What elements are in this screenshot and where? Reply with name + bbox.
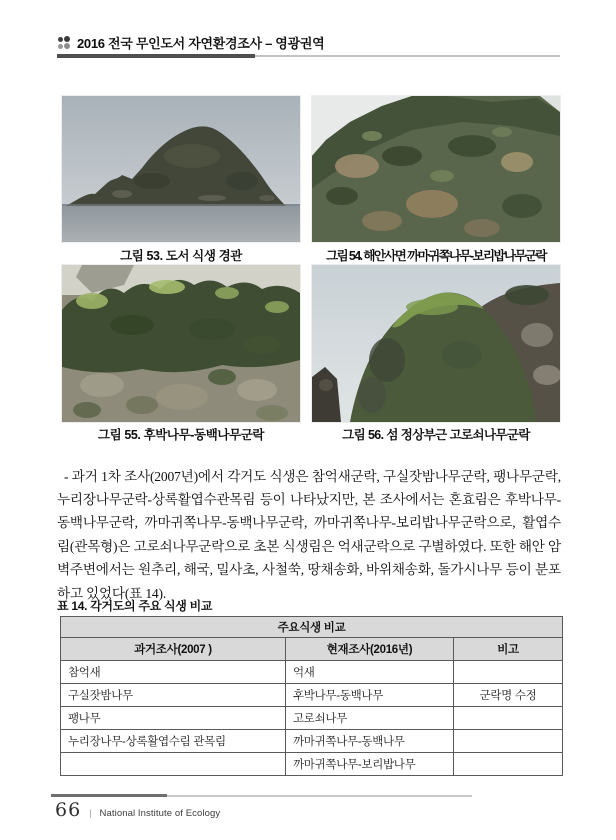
table-cell: [454, 707, 563, 730]
figure-caption: 그림 53. 도서 식생 경관: [120, 249, 242, 263]
table-cell: 구실잣밤나무: [61, 684, 286, 707]
photo-forest-canopy: [62, 265, 300, 422]
table-cell: 억새: [286, 661, 454, 684]
header-rule: [57, 54, 560, 58]
figure-caption: 그림 56. 섬 정상부근 고로쇠나무군락: [342, 428, 530, 442]
body-paragraph: - 과거 1차 조사(2007년)에서 각거도 식생은 참억새군락, 구실잣밤나무군락, 팽나무군락, 누리장나무군락-상록활엽수관목림 등이 나타났지만, 본 조사에서는 혼효림은 후박나무-동백나무군락, 까마귀쪽나무-동백나무군락, 까마귀쪽나무-보리밥나무군락으로, 활엽수림(관목형)은 고로쇠나무군락으로 초본 식생림은 억새군락으로 구별하였다. 또한 해안 암벽주변에서는 원추리, 해국, 밀사초, 사철쑥, 땅채송화, 바위채송화, 돌가시나무 등이 분포하고 있었다(표 14).: [57, 468, 561, 601]
vegetation-comparison-table: [60, 616, 563, 776]
table-row: [61, 753, 563, 776]
table-cell: 팽나무: [61, 707, 286, 730]
table-cell: 참억새: [61, 661, 286, 684]
table-cell: 고로쇠나무: [286, 707, 454, 730]
table-row: [61, 730, 563, 753]
photo-island-landscape: [62, 96, 300, 242]
table-row: [61, 661, 563, 684]
page-header: [57, 33, 324, 52]
table-row: [61, 684, 563, 707]
table-cell: [61, 753, 286, 776]
footer-organization: National Institute of Ecology: [99, 808, 221, 819]
figure-caption: 그림 55. 후박나무-동백나무군락: [97, 428, 265, 442]
table-cell: 까마귀쪽나무-동백나무: [286, 730, 454, 753]
table-cell: 후박나무-동백나무: [286, 684, 454, 707]
table-cell: [454, 753, 563, 776]
table-row: [61, 707, 563, 730]
figure-caption: 그림 54. 해안사면 까마귀쪽나무-보리밥나무군락: [326, 249, 546, 263]
page-number: 66: [55, 799, 82, 821]
report-title: 2016 전국 무인도서 자연환경조사 – 영광권역: [77, 36, 325, 51]
table-caption: 표 14. 각거도의 주요 식생 비교: [57, 599, 213, 613]
four-dots-icon: [57, 36, 70, 49]
table-cell: 누리장나무-상록활엽수림 관목림: [61, 730, 286, 753]
table-cell: 군락명 수정: [454, 684, 563, 707]
column-header-past-survey: 과거조사(2007 ): [61, 638, 286, 661]
photo-coastal-slope: [312, 96, 560, 242]
page-footer: [55, 799, 220, 821]
table-cell: [454, 661, 563, 684]
photo-summit-cliff: [312, 265, 560, 422]
table-cell: [454, 730, 563, 753]
footer-rule: [51, 794, 472, 797]
column-header-current-survey: 현재조사(2016년): [286, 638, 454, 661]
column-header-note: 비고: [454, 638, 563, 661]
table-title-cell: 주요식생 비교: [61, 617, 563, 638]
table-cell: 까마귀쪽나무-보리밥나무: [286, 753, 454, 776]
footer-separator: |: [89, 808, 92, 818]
